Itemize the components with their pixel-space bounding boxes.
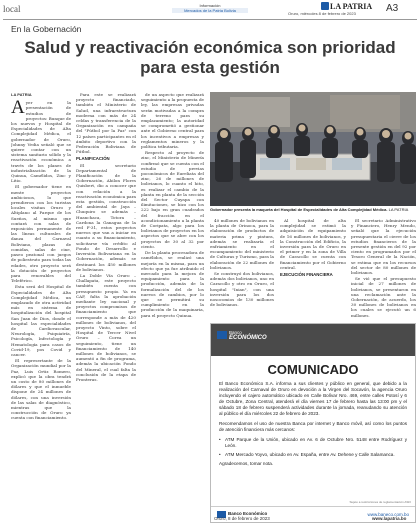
article-column-3 xyxy=(141,92,204,510)
article-kicker: En la Gobernación xyxy=(11,24,82,34)
paragraph: Se construyó dos bolivianos, además dos bolivianos, uno en Caracollo y otro en Oruro, el hospital "Inian", con una inversión para los dos nosocomios de 130 millones de bolivianos. xyxy=(210,271,274,308)
article-column-4 xyxy=(210,218,274,322)
ad-paragraph: Recomendamos el uso de nuestra Banca por internet y Banco móvil, así como los puntos de atención financiera más cercanos: xyxy=(219,421,407,432)
header-divider xyxy=(3,19,417,20)
ad-atm-item: • ATM Mercado Yoyvo, ubicado en Av. España, entre Av. Dehene y Calle Salamanca. xyxy=(219,452,407,458)
paragraph: Respecto al proyecto de zinc, el Ministerio de Minería confirmó que se cuenta con el estudio de previas poconómicos de Eureliata del zinc, 26 de millones de bolivianos, lo cuanto el hito, es realizar el cambio de la planta en planta de la sección del Sector Cuyapa con ilimitaciones, se hizo con los 222 bajo en gran cuadrados del fracción en el acondicionamiento a la planta de Coripata, algo para los bolivianos de proyectos en los aspectos que se abre con los proyectos de 30 al 32 por ciento. xyxy=(141,150,204,249)
photo-caption xyxy=(210,207,416,212)
newspaper-brand: LA PATRIA xyxy=(330,2,373,11)
article-dropcap: A xyxy=(11,97,25,119)
article-column-6 xyxy=(351,218,416,322)
footer-website[interactable]: www.lapatria.bo xyxy=(372,516,407,521)
ad-brand-line2: ECONÓMICO xyxy=(229,335,267,341)
paragraph: Para este se realizará proyecto financiado, también el Ministerio de Salud, una infraestructura moderna con más de 24 celdas y transferencia de la Organización en campaña del "Fútbol por la Paz" con 12 países participantes en el ámbito deportivo con la Federación Boliviana de Fútbol. xyxy=(76,92,136,155)
paragraph: El secretario Departamental de Planificación de la Gobernación, Ahilon Flores Quisbert, dio a conocer que con relación a la reactivación económica para esta gestión, construcción del ambiental de Jaya – Chuquiro se además – Huanchaca, Totora – Cardona la Ganagua de la red F-31, estos proyectos nuevos que van a iniciar en cuanto a su financiamiento, solicitarse vía crédito al Fondo de Desarrollo e Inversión Bolivariana en la Gobernación, además se destinará los 450 millones de bolivianos. xyxy=(76,162,136,272)
paragraph: Se vió que el presupuesto inicial de 27 millones de bolivianos, se presentaron en una reclamación ante la Gobernación, de acuerdo, los 30 millones de bolivianos en los cuales se ejecutó un 6 millones. xyxy=(351,276,416,318)
ad-paragraph: El Banco Económico S.A. informa a sus clientes y público en general, que debido a la realización del Carnaval de Oruro en devoción a la Virgen del Socavón, la agencia Oruro incluyendo el cajero automático ubicado en Calle Bolívar Nro. 469, entre calles Potosí y 6 de Octubre, Zona Central, atenderá el día viernes 17 de febrero hasta las 13:00 pm y el sábado 18 de febrero suspenderá actividades durante la jornada, reanudando su atención al público el día miércoles 22 de febrero de 2023. xyxy=(219,381,407,416)
ad-brand-line1: Banco xyxy=(229,330,242,335)
header-ad-line1: Información xyxy=(199,3,221,8)
ad-thanks: Agradecemos, tomar nota. xyxy=(219,461,274,466)
paragraph: El represertante de la Organización mundial por la Paz, Luis Ortiz Romero, explicó que la obra tendrá un costo de 80 millones de dólares y que el inmueble dispone de 24 millones de dólares, con una inversión de las salas de diagnóstico, mientras que la construcción de Oruro ya cuenta con financiamiento. xyxy=(11,358,71,421)
paragraph: Al hospital de alta complejidad se estimó la adquisición de equipamiento de 16 millones de bolivianos, y la Construcción del Edificio, la inversión para la de Oruro en el primer y en la zona de Villa de Caracollo se cuenta con financiamiento por el Gobierno central. xyxy=(280,218,346,270)
page-header xyxy=(0,0,420,20)
caption-text: Gobernador presenta la maqueta del Hospital de Especialidades de Alta Complejidad Médica. xyxy=(210,207,388,212)
paragraph: Esta será del Hospital de Especialidades de Alta Complejidad Médica, un emplazado de otra actividad más en sistema de hospitalización del hospital San Juan de Dios, donde el hospital las especialidades de Cardiovascular, Neurología, Psiquiatría, Psicología, Infectología y Hematología para casos de Covid-19, pos Covid y cancer. xyxy=(11,284,71,357)
page-number: A3 xyxy=(386,3,399,14)
article-byline: LA PATRIA xyxy=(11,92,32,97)
photo-scene xyxy=(210,92,416,206)
bank-logo-icon xyxy=(217,331,227,339)
paragraph: yer en la presentación de estudios de proyectos: Bunque de los nuevos y Hospital de Especialidades de Alta Complejidad Médica, el gobernador de Oruro, Johnny Vedia señaló que se quiere contar con un sistema sanitario sólido y la reactivación económica a través de los planes de industrialización de la Quinua, Camélidos, Zinc y Litio. xyxy=(11,100,71,184)
footer-date: Oruro, 8 de febrero de 2023 xyxy=(214,516,270,521)
ad-website-link[interactable]: www.baneco.com.bo xyxy=(367,512,409,517)
section-label: local xyxy=(3,4,21,14)
paragraph: De la planta procesadora de camélidos, se realizó una mejoría en la misma, para un efecto que ya fue atribuido el mercado para la mejora de equipamiento para la producción, además de la formalización del de los nuevos de cambios, por lo que se permitirá su cumplimiento en la producción de la maquinaria, para el proyecto Quinua. xyxy=(141,250,204,318)
article-column-1 xyxy=(11,92,71,510)
paragraph: El gobernador tiene en mente proyectos ambiciosos, lo que prendieron con los turistas locales visitan Oruro y Altiplano al Parque de los Sueños, al mismo que contará con salas de exposición permanente de las líneas culturales de danza del Carnaval Boliviano, plazas de comidas, salas de cine, paseo peatonal con juegos de poliestruto para todas las edades, otro proyecto será la dotación de proyectos para renovables del Teleférico. xyxy=(11,184,71,284)
caption-credit: LA PATRIA xyxy=(388,207,409,212)
ad-title: COMUNICADO xyxy=(267,362,359,377)
article-headline: Salud y reactivación económica son prioridad para esta gestión xyxy=(24,38,396,77)
paragraph: de un aspecto que realizará seguimiento a la propuesta de ley, las empresas privadas serán motivadas a la compra de terreno para su emplazamiento; la autoridad se comprometió a gestionar ante el Gobierno central para los incentivos a empresas y reglamentos mineros y la política tributaria. xyxy=(141,92,204,150)
ad-atm-list xyxy=(219,437,407,458)
header-ad[interactable] xyxy=(172,3,248,17)
paragraph: 40 millones de bolivianos en la planta de Orinoca, para la elaboración de productos de materia prima y pintura, además se realizaría el enfriamiento en el escampamiento del ministerio de Culturas y Turismo, para la elaboración de 22 millones de bolivianos. xyxy=(210,218,274,270)
ad-regulatory-note: Sujeto a restricciones de reglamentación ASFI xyxy=(349,500,411,504)
header-ad-line2: Mercados de la Patria Bolivia xyxy=(172,8,248,13)
article-column-5 xyxy=(280,218,346,322)
bank-advertisement[interactable] xyxy=(210,323,416,523)
paragraph: La Doble Vía Oruro – Challapata, este proyecto también cuenta con presupuesto propio. Ya en CAF, falta la aprobación mediante ley nacional y proyectos compromisos de financiamiento que corresponde a más de 420 millones de bolivianos, del proyecto Vinto, sobre el Hospital de Tercer Nivel Oruro – Corea un seguimiento, tiene un financiamiento de 140 millones de bolivianos, se aumentó a fin de programa, además la ubicación Fondo del Mineral, el cual falta la conclusión de la etapa de Fronteras. xyxy=(76,272,136,382)
ad-body xyxy=(211,377,415,475)
subhead-ejecucion: EJECUCIÓN FINANCIERA xyxy=(280,272,333,278)
ad-atm-item: • ATM Parque de la Unión, ubicado en Av. 6 de Octubre Nro. 5148 entre Rodríguez y León. xyxy=(219,437,407,449)
ad-header-band xyxy=(211,324,415,356)
page-footer xyxy=(0,512,420,527)
ad-footer-name: Banco Económico xyxy=(228,511,268,516)
subhead-planificacion: PLANIFICACIÓN xyxy=(76,156,110,162)
article-photo xyxy=(210,92,416,206)
article-column-2 xyxy=(76,92,136,510)
newspaper-logo-icon xyxy=(321,2,329,10)
header-date: Oruro, miércoles 8 de febrero de 2023 xyxy=(288,11,356,16)
paragraph: El secretario Administrativo y Financiero, Henry Mendo, señaló que la ejecución presupuestaria el cierre de los estudios financieros de la presente gestión en del 92 por ciento en programados por el Tesoro General de la Nación, se estima que en los recursos del sector de 80 millones de bolivianos. xyxy=(351,218,416,276)
